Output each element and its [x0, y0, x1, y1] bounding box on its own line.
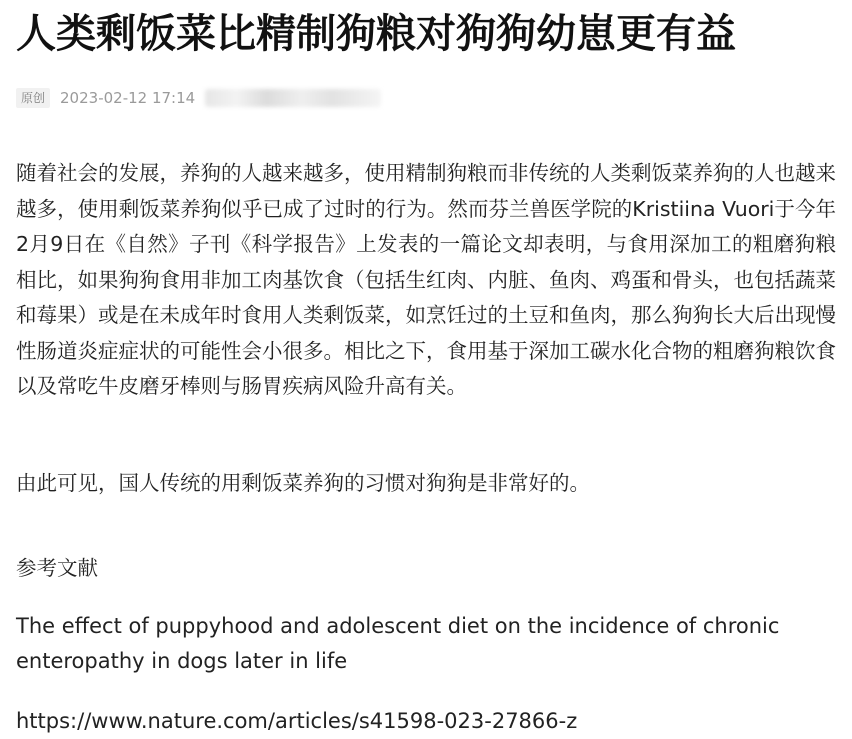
article-meta — [16, 86, 381, 110]
article-title: 人类剩饭菜比精制狗粮对狗狗幼崽更有益 — [16, 11, 736, 57]
references-heading: 参考文献 — [16, 556, 98, 580]
reference-title: The effect of puppyhood and adolescent diet on the incidence of chronic enteropathy in dogs later in life — [16, 614, 780, 673]
blurred-author-info — [205, 89, 381, 107]
body-paragraph-1: 随着社会的发展，养狗的人越来越多，使用精制狗粮而非传统的人类剩饭菜养狗的人也越来越多，使用剩饭菜养狗似乎已成了过时的行为。然而芬兰兽医学院的Kristiina Vuori于今年2月9日在《自然》子刊《科学报告》上发表的一篇论文却表明，与食用深加工的粗磨狗粮相比，如果狗狗食用非加工肉基饮食（包括生红肉、内脏、鱼肉、鸡蛋和骨头，也包括蔬菜和莓果）或是在未成年时食用人类剩饭菜，如烹饪过的土豆和鱼肉，那么狗狗长大后出现慢性肠道炎症症状的可能性会小很多。相比之下，食用基于深加工碳水化合物的粗磨狗粮饮食以及常吃牛皮磨牙棒则与肠胃疾病风险升高有关。 — [16, 161, 836, 398]
original-badge: 原创 — [16, 88, 50, 108]
publish-datetime: 2023-02-12 17:14 — [60, 89, 196, 107]
reference-url-link[interactable]: https://www.nature.com/articles/s41598-023-27866-z — [16, 709, 578, 733]
body-paragraph-2: 由此可见，国人传统的用剩饭菜养狗的习惯对狗狗是非常好的。 — [16, 471, 590, 495]
